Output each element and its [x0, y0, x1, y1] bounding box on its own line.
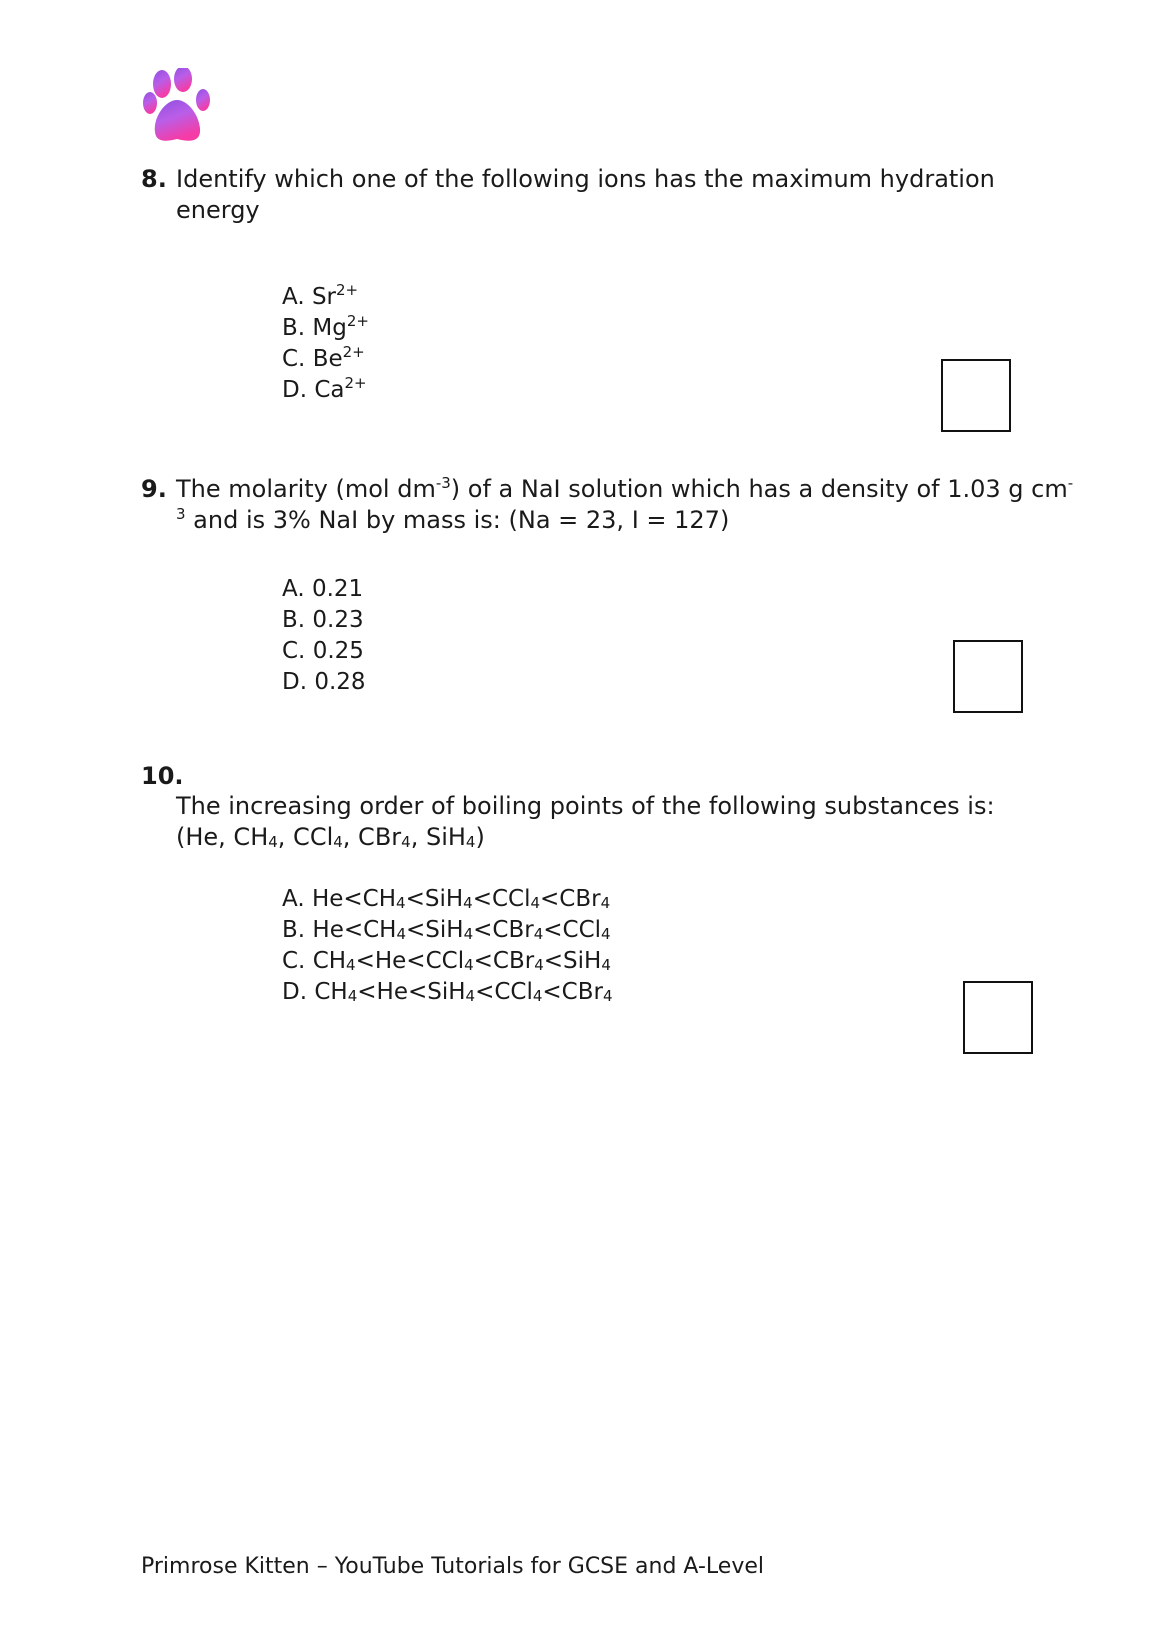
option-d: D. $Ca^{2+}$: [282, 374, 367, 403]
option-a: A. $Sr^{2+}$: [282, 281, 359, 310]
option-c: C. 0.25: [282, 638, 364, 664]
answer-box-q9[interactable]: [953, 640, 1023, 713]
question-number: 8.: [141, 165, 167, 193]
question-text: The increasing order of boiling points of the following substances is: (He, $CH_4$, CCl$_4$, CBr$_4$, SiH$_4$): [176, 791, 1041, 853]
question-number: 10.: [141, 762, 184, 790]
option-a: A. 0.21: [282, 576, 364, 602]
footer-text: Primrose Kitten – YouTube Tutorials for GCSE and A-Level: [141, 1554, 764, 1579]
question-number: 9.: [141, 475, 167, 503]
question-text: Identify which one of the following ions has the maximum hydration energy: [176, 165, 995, 224]
question-10-options: [282, 884, 613, 1008]
substance-list: (He, $CH_4$, CCl$_4$, CBr$_4$, SiH$_4$): [176, 823, 485, 851]
option-b: B. $Mg^{2+}$: [282, 312, 369, 341]
question-9-options: [282, 574, 366, 698]
question-8: [141, 164, 1076, 226]
option-d: D. 0.28: [282, 669, 366, 695]
answer-box-q8[interactable]: [941, 359, 1011, 432]
option-b: B. $He<CH_4<SiH_4<CBr_4<CCl_4$: [282, 917, 611, 943]
option-b: B. 0.23: [282, 607, 364, 633]
question-10: [141, 761, 1041, 853]
option-a: A. $He<CH_4<SiH_4<CCl_4<CBr_4$: [282, 886, 611, 912]
paw-logo-icon: [143, 68, 217, 148]
option-c: C. $Be^{2+}$: [282, 343, 365, 372]
option-d: D. $CH_4<He<SiH_4<CCl_4<CBr_4$: [282, 979, 613, 1005]
question-text: The molarity (mol $dm^{-3}$) of a NaI solution which has a density of 1.03 g $cm^{-3}$ and is 3% NaI by mass is: (Na = 23, I = 127): [176, 474, 1074, 534]
question-9: [141, 474, 1076, 536]
answer-box-q10[interactable]: [963, 981, 1033, 1054]
question-8-options: [282, 282, 369, 406]
option-c: C. $CH_4<He<CCl_4<CBr_4<SiH_4$: [282, 948, 611, 974]
